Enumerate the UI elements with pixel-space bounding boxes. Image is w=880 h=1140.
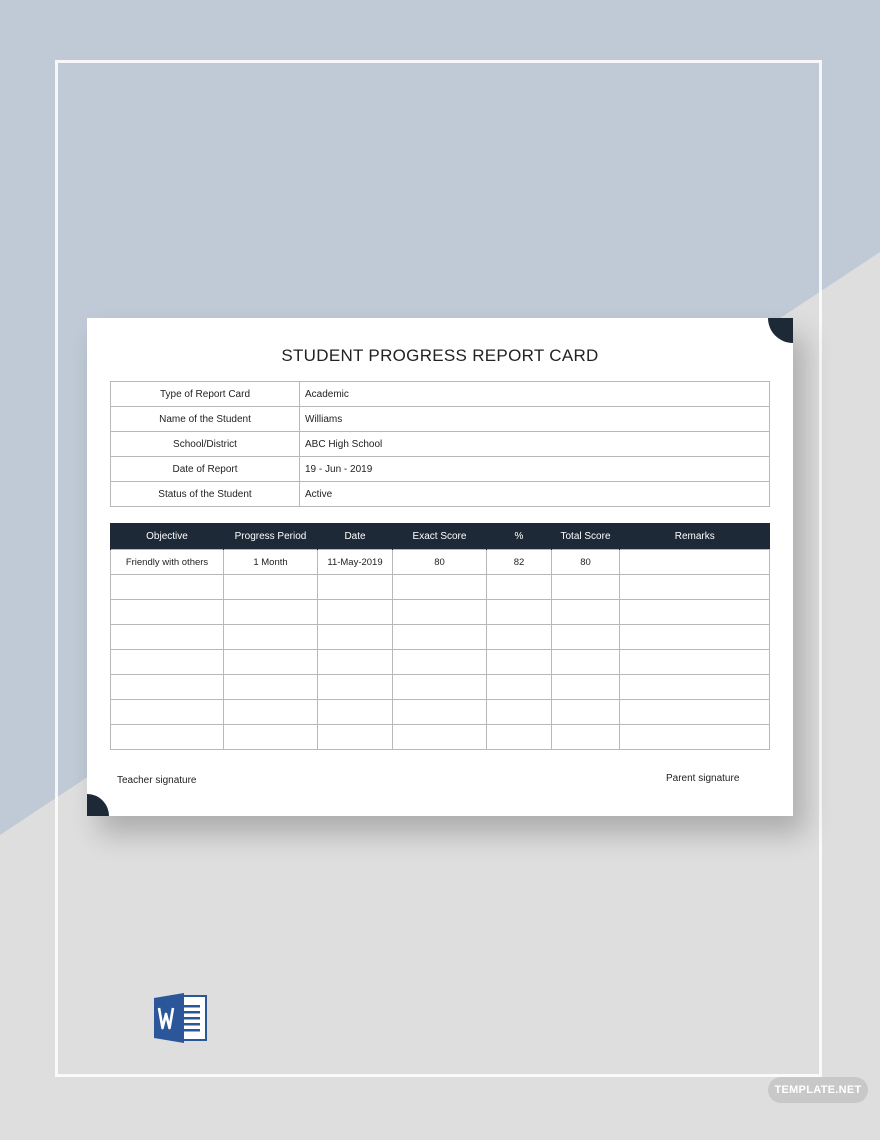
table-cell[interactable]: 1 Month [224, 550, 318, 575]
table-cell[interactable] [111, 650, 224, 675]
table-cell[interactable] [224, 725, 318, 750]
info-label: Type of Report Card [111, 382, 300, 407]
info-row [111, 382, 770, 407]
table-cell[interactable] [552, 625, 620, 650]
info-row [111, 457, 770, 482]
table-cell[interactable] [552, 725, 620, 750]
table-cell[interactable] [224, 675, 318, 700]
table-cell[interactable] [487, 725, 552, 750]
table-cell[interactable] [487, 625, 552, 650]
table-cell[interactable] [487, 650, 552, 675]
table-cell[interactable]: 80 [552, 550, 620, 575]
table-row [111, 575, 770, 600]
column-header: % [487, 523, 552, 550]
table-cell[interactable] [111, 725, 224, 750]
table-cell[interactable] [620, 575, 770, 600]
parent-signature-label: Parent signature [666, 773, 740, 784]
table-header-row [111, 523, 770, 550]
table-cell[interactable] [111, 700, 224, 725]
info-row [111, 432, 770, 457]
info-value[interactable]: Williams [300, 407, 770, 432]
table-row [111, 600, 770, 625]
column-header: Progress Period [224, 523, 318, 550]
table-cell[interactable] [552, 700, 620, 725]
table-cell[interactable] [393, 700, 487, 725]
table-row [111, 650, 770, 675]
table-cell[interactable] [393, 600, 487, 625]
table-cell[interactable]: Friendly with others [111, 550, 224, 575]
table-cell[interactable]: 80 [393, 550, 487, 575]
table-cell[interactable] [224, 700, 318, 725]
info-value[interactable]: 19 - Jun - 2019 [300, 457, 770, 482]
table-cell[interactable] [111, 600, 224, 625]
info-value[interactable]: Active [300, 482, 770, 507]
table-cell[interactable] [552, 600, 620, 625]
info-row [111, 482, 770, 507]
table-cell[interactable] [224, 625, 318, 650]
table-cell[interactable] [111, 575, 224, 600]
table-cell[interactable] [393, 725, 487, 750]
column-header: Date [318, 523, 393, 550]
column-header: Remarks [620, 523, 770, 550]
info-label: Status of the Student [111, 482, 300, 507]
table-row [111, 725, 770, 750]
info-label: Name of the Student [111, 407, 300, 432]
info-value[interactable]: ABC High School [300, 432, 770, 457]
table-cell[interactable] [224, 575, 318, 600]
table-cell[interactable] [487, 675, 552, 700]
table-cell[interactable] [318, 650, 393, 675]
table-cell[interactable] [620, 600, 770, 625]
table-cell[interactable] [487, 700, 552, 725]
info-label: Date of Report [111, 457, 300, 482]
table-cell[interactable]: 11-May-2019 [318, 550, 393, 575]
table-cell[interactable] [111, 625, 224, 650]
table-cell[interactable] [393, 650, 487, 675]
word-icon [154, 992, 210, 1044]
table-cell[interactable] [393, 675, 487, 700]
watermark-badge: TEMPLATE.NET [768, 1077, 868, 1103]
table-cell[interactable] [224, 650, 318, 675]
table-row [111, 700, 770, 725]
table-cell[interactable] [318, 675, 393, 700]
report-card [87, 318, 793, 816]
table-row [111, 675, 770, 700]
column-header: Total Score [552, 523, 620, 550]
student-info-table [110, 381, 770, 507]
table-row [111, 550, 770, 575]
report-title: STUDENT PROGRESS REPORT CARD [281, 346, 599, 365]
teacher-signature-label: Teacher signature [117, 775, 197, 786]
info-row [111, 407, 770, 432]
table-cell[interactable] [318, 575, 393, 600]
table-cell[interactable] [620, 625, 770, 650]
info-label: School/District [111, 432, 300, 457]
table-cell[interactable] [318, 725, 393, 750]
table-cell[interactable] [620, 700, 770, 725]
table-cell[interactable] [620, 725, 770, 750]
table-cell[interactable] [393, 575, 487, 600]
table-cell[interactable] [318, 625, 393, 650]
table-cell[interactable] [620, 675, 770, 700]
progress-table [110, 523, 770, 750]
table-cell[interactable] [552, 675, 620, 700]
table-cell[interactable]: 82 [487, 550, 552, 575]
table-cell[interactable] [552, 650, 620, 675]
column-header: Objective [111, 523, 224, 550]
info-value[interactable]: Academic [300, 382, 770, 407]
table-cell[interactable] [318, 600, 393, 625]
table-cell[interactable] [393, 625, 487, 650]
table-cell[interactable] [620, 550, 770, 575]
corner-decoration [87, 794, 109, 816]
table-cell[interactable] [224, 600, 318, 625]
column-header: Exact Score [393, 523, 487, 550]
table-cell[interactable] [487, 600, 552, 625]
table-cell[interactable] [487, 575, 552, 600]
table-cell[interactable] [111, 675, 224, 700]
table-row [111, 625, 770, 650]
table-cell[interactable] [552, 575, 620, 600]
corner-decoration [768, 318, 793, 343]
table-cell[interactable] [318, 700, 393, 725]
table-cell[interactable] [620, 650, 770, 675]
